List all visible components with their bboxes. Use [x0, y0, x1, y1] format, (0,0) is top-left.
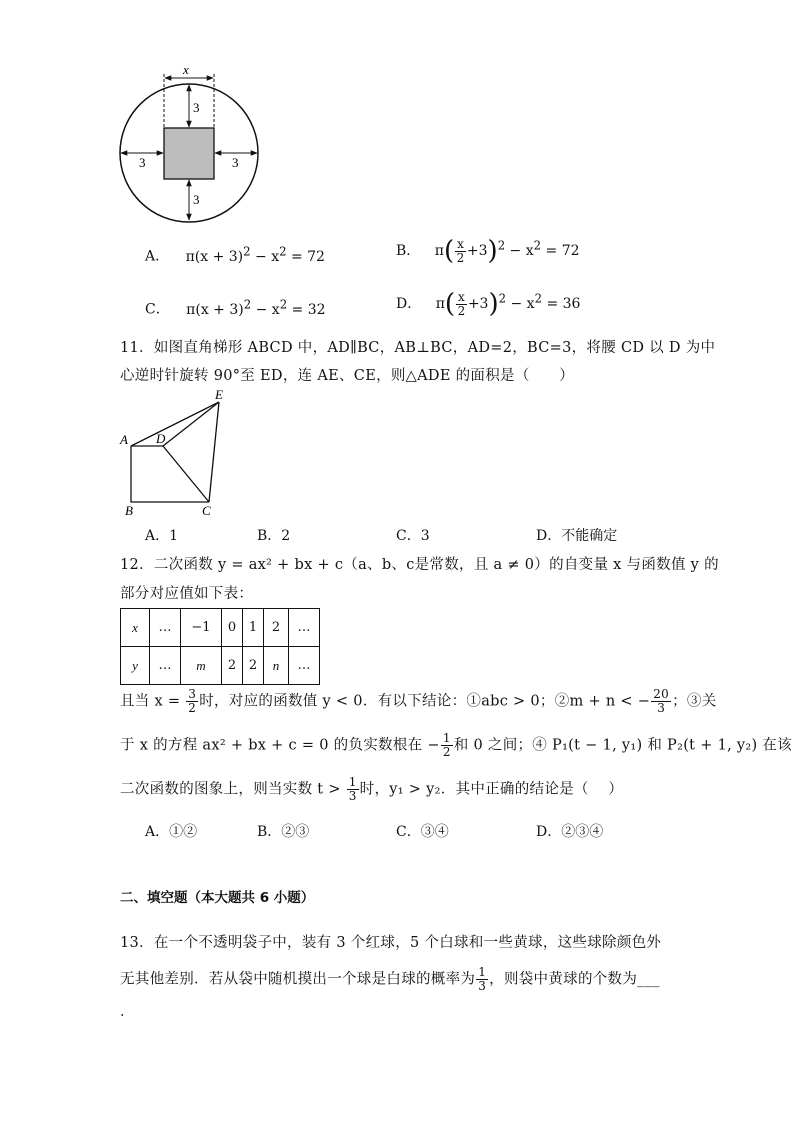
- q12-option-b[interactable]: B．②③: [257, 824, 310, 840]
- table-cell: x: [121, 609, 150, 647]
- point-a: A: [120, 432, 128, 447]
- q11-text-line2: 心逆时针旋转 90°至 ED，连 AE、CE，则△ADE 的面积是（ ）: [120, 368, 575, 384]
- table-cell: −1: [181, 609, 222, 647]
- fraction: $\frac{1}{2}$: [442, 731, 451, 759]
- q12-text-line4: 于 x 的方程 ax² + bx + c = 0 的负实数根在 − $\frac{1}{2}$ 和 0 之间；④ P₁(t − 1, y₁) 和 P₂(t + 1, y₂) 在该: [120, 731, 792, 759]
- label-bottom-3: 3: [193, 192, 200, 207]
- table-cell: …: [289, 647, 320, 685]
- q13-text-line3: ．: [120, 1004, 135, 1020]
- value-table: [120, 608, 320, 685]
- q10-option-c[interactable]: C． $\pi(x + 3)^2 - x^2 = 32$: [145, 297, 326, 318]
- label-x: x: [183, 64, 189, 77]
- q13-text-line1: 13．在一个不透明袋子中，装有 3 个红球，5 个白球和一些黄球，这些球除颜色外: [120, 935, 662, 951]
- q11-option-a[interactable]: A．1: [145, 528, 179, 544]
- table-cell: 0: [222, 609, 243, 647]
- table-cell: …: [150, 647, 181, 685]
- table-cell: …: [289, 609, 320, 647]
- label-right-3: 3: [232, 155, 239, 170]
- table-row-y: [121, 647, 320, 685]
- table-cell: m: [181, 647, 222, 685]
- trapezoid-figure: [116, 386, 236, 518]
- q12-option-a[interactable]: A．①②: [145, 824, 198, 840]
- q12-text-line5: 二次函数的图象上，则当实数 t > $\frac{1}{3}$ 时，y₁ > y₂．其中正确的结论是（ ）: [120, 775, 624, 803]
- shaded-square: [164, 128, 214, 179]
- table-cell: y: [121, 647, 150, 685]
- q12-option-c[interactable]: C．③④: [396, 824, 449, 840]
- section-title: 二、填空题（本大题共 6 小题）: [120, 890, 315, 906]
- fraction: $\frac{20}{3}$: [653, 687, 670, 715]
- point-e: E: [215, 387, 223, 402]
- point-c: C: [202, 503, 211, 518]
- q12-text-line2: 部分对应值如下表：: [120, 586, 254, 602]
- table-cell: …: [150, 609, 181, 647]
- q11-option-c[interactable]: C．3: [396, 528, 430, 544]
- table-cell: 2: [264, 609, 289, 647]
- fraction: $\frac{1}{3}$: [348, 775, 357, 803]
- q12-option-d[interactable]: D．②③④: [536, 824, 604, 840]
- q11-option-d[interactable]: D．不能确定: [536, 528, 618, 544]
- q10-option-a[interactable]: A． $\pi(x + 3)^2 - x^2 = 72$: [145, 244, 325, 265]
- label-left-3: 3: [139, 155, 146, 170]
- q12-text-line1: 12．二次函数 y = ax² + bx + c（a、b、c是常数，且 a ≠ 0）的自变量 x 与函数值 y 的: [120, 557, 719, 573]
- label-top-3: 3: [193, 100, 200, 115]
- point-d: D: [156, 431, 166, 446]
- q10-option-b[interactable]: B． π( $\frac{x}{2}$ $+3)^2 - x^2 = 72$: [396, 236, 580, 266]
- q12-text-line3: 且当 x = $\frac{3}{2}$ 时，对应的函数值 y < 0．有以下结论：①abc > 0；②m + n < − $\frac{20}{3}$ ；③关: [120, 687, 717, 715]
- circle-square-figure: [118, 64, 278, 226]
- table-cell: 2: [222, 647, 243, 685]
- table-cell: n: [264, 647, 289, 685]
- fraction: $\frac{1}{3}$: [478, 965, 487, 993]
- point-b: B: [125, 503, 133, 518]
- table-cell: 2: [243, 647, 264, 685]
- q13-text-line2: 无其他差别．若从袋中随机摸出一个球是白球的概率为 $\frac{1}{3}$ ，则袋中黄球的个数为___: [120, 965, 660, 993]
- q11-option-b[interactable]: B．2: [257, 528, 291, 544]
- table-row-x: [121, 609, 320, 647]
- q11-text-line1: 11．如图直角梯形 ABCD 中，AD∥BC，AB⊥BC，AD=2，BC=3，将腰 CD 以 D 为中: [120, 340, 716, 356]
- fraction: $\frac{3}{2}$: [188, 687, 197, 715]
- q10-option-d[interactable]: D． π( $\frac{x}{2}$ $+3)^2 - x^2 = 36$: [396, 289, 581, 319]
- table-cell: 1: [243, 609, 264, 647]
